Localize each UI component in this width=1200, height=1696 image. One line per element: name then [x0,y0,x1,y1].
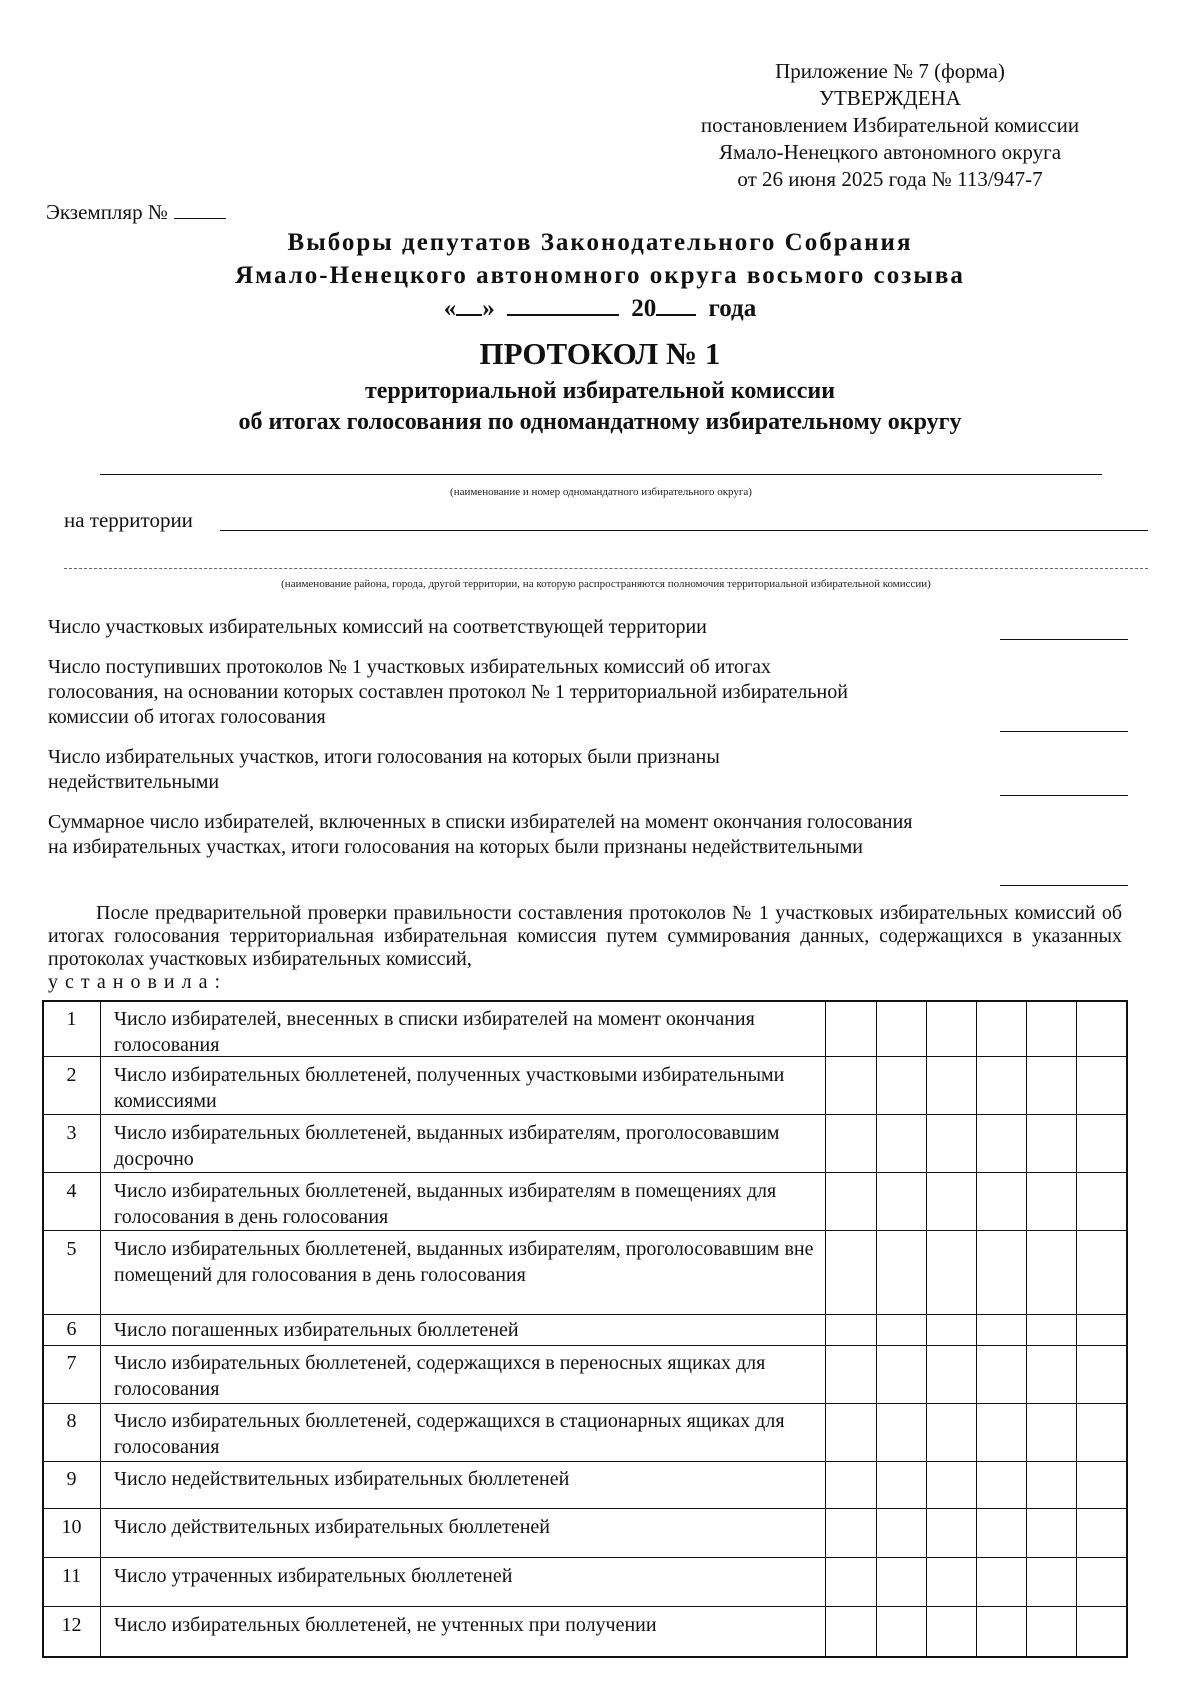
row-number: 5 [66,1238,77,1260]
approval-line: постановлением Избирательной комиссии [700,113,1080,137]
row-number: 9 [66,1468,77,1490]
row-number: 10 [61,1516,82,1538]
row-number: 11 [61,1565,82,1587]
row-label: Число избирательных бюллетеней, полученных участковыми избирательными комиссиями [114,1064,785,1112]
row-divider [44,1230,1126,1231]
day-blank[interactable] [456,292,482,316]
row-label: Число действительных избирательных бюллетеней [114,1516,550,1538]
stat-total-voters-invalid: Суммарное число избирателей, включенных в списки избирателей на момент окончания голосования на избирательных участках, итоги голосования на которых были признаны недействительными [48,811,913,858]
territory-field[interactable] [220,530,1148,531]
row-divider [44,1557,1126,1558]
subtitle-line: территориальной избирательной комиссии [364,378,836,404]
row-label: Число утраченных избирательных бюллетеней [114,1565,513,1587]
copy-label: Экземпляр № [46,200,168,224]
stat-invalid-precincts: Число избирательных участков, итоги голосования на которых были признаны недействительными [48,746,720,793]
territory-caption: (наименование района, города, другой территории, на которую распространяются полномочия территориальной избирательной комиссии) [281,578,931,590]
results-table [42,1000,1128,1658]
month-blank[interactable] [507,292,619,316]
intro-text: После предварительной проверки правильности составления протоколов № 1 участковых избирательных комиссий об итогах голосования территориальная избирательная комиссия путем суммирования данных, содержащихся в указанных протоколах участковых избирательных комиссий, [48,902,1122,970]
row-divider [44,1172,1126,1173]
row-number: 2 [66,1064,77,1086]
year-blank[interactable] [656,292,696,316]
row-label: Число избирателей, внесенных в списки избирателей на момент окончания голосования [114,1008,755,1056]
row-divider [44,1508,1126,1509]
row-number: 1 [66,1008,77,1030]
row-divider [44,1403,1126,1404]
stat-precinct-commissions: Число участковых избирательных комиссий на соответствующей территории [48,616,707,638]
established-label: установила: [48,971,228,993]
approval-line: Ямало-Ненецкого автономного округа [718,140,1062,164]
row-label: Число избирательных бюллетеней, выданных избирателям, проголосовавшим досрочно [114,1122,780,1170]
row-divider [44,1606,1126,1607]
intro-paragraph [48,902,1122,994]
row-divider [44,1461,1126,1462]
row-number: 4 [66,1180,77,1202]
election-title-line: Ямало-Ненецкого автономного округа восьмого созыва [235,262,965,289]
protocol-subtitle [100,376,1100,438]
row-label: Число избирательных бюллетеней, не учтенных при получении [114,1614,657,1636]
row-divider [44,1314,1126,1315]
stat-total-voters-invalid-blank[interactable] [1000,885,1128,886]
date-year-prefix: 20 [631,295,657,322]
row-divider [44,1345,1126,1346]
row-number: 3 [66,1122,77,1144]
copy-number [46,200,226,225]
row-label: Число избирательных бюллетеней, выданных избирателям в помещениях для голосования в день голосования [114,1180,777,1228]
date-quote-open: « [443,295,457,322]
row-number: 8 [66,1410,77,1432]
row-label: Число избирательных бюллетеней, содержащихся в переносных ящиках для голосования [114,1352,766,1400]
subtitle-line: об итогах голосования по одномандатному избирательному округу [238,409,962,435]
row-divider [44,1114,1126,1115]
stat-invalid-precincts-blank[interactable] [1000,795,1128,796]
row-number: 7 [66,1352,77,1374]
row-label: Число недействительных избирательных бюллетеней [114,1468,570,1490]
protocol-title: ПРОТОКОЛ № 1 [479,336,721,371]
row-number: 12 [61,1614,82,1636]
territory-label: на территории [64,508,193,532]
row-label: Число избирательных бюллетеней, содержащихся в стационарных ящиках для голосования [114,1410,785,1458]
district-caption: (наименование и номер одномандатного избирательного округа) [450,486,752,498]
row-label: Число избирательных бюллетеней, выданных избирателям, проголосовавшим вне помещений для голосования в день голосования [114,1238,814,1286]
appendix-label: Приложение № 7 (форма) [775,59,1005,83]
copy-number-blank[interactable] [174,200,226,219]
election-date [100,292,1100,323]
date-suffix: года [708,295,757,322]
approval-date: от 26 июня 2025 года № 113/947-7 [737,167,1043,191]
stat-received-protocols-blank[interactable] [1000,731,1128,732]
election-title [100,226,1100,292]
date-quote-close: » [482,295,495,322]
approved-label: УТВЕРЖДЕНА [819,86,961,110]
stat-precinct-commissions-blank[interactable] [1000,639,1128,640]
stat-received-protocols: Число поступивших протоколов № 1 участковых избирательных комиссий об итогах голосования, на основании которых составлен протокол № 1 территориальной избирательной комиссии об итогах голосования [48,656,848,728]
election-title-line: Выборы депутатов Законодательного Собрания [287,229,913,256]
district-field[interactable] [100,474,1102,475]
row-number: 6 [66,1318,77,1340]
row-label: Число погашенных избирательных бюллетеней [114,1319,519,1341]
approval-block [650,58,1130,193]
territory-field-continuation[interactable] [64,568,1148,569]
